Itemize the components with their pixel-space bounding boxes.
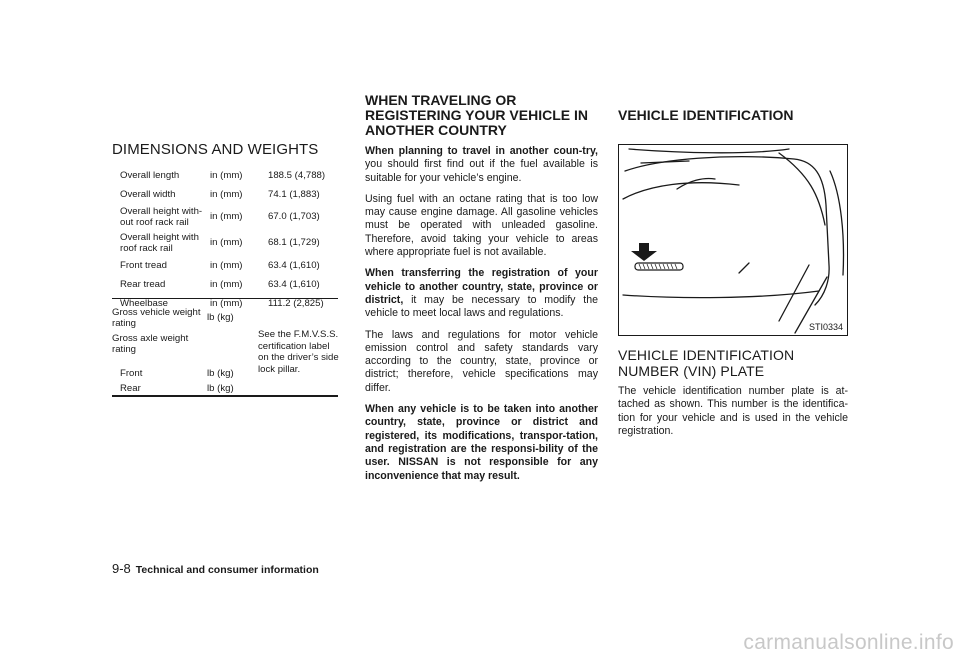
table-row [120,275,325,294]
dimension-name: Rear tread [120,278,166,290]
paragraph [365,403,598,483]
dimension-value: 111.2 (2,825) [268,297,324,309]
table-row [120,230,325,256]
table-row [112,305,340,331]
table-row [120,185,325,204]
travel-body [365,145,598,483]
weight-name: Gross vehicle weight rating [112,306,201,329]
dimension-value: 63.4 (1,610) [268,259,320,271]
weight-name: Rear [120,383,141,395]
page-footer [112,561,319,576]
dimension-name: Overall width [120,188,176,200]
paragraph: Using fuel with an octane rating that is too low may cause engine damage. All gasoline vehicles must be operated with unleaded gasoline. Therefore, avoid taking your vehicle to areas where appropriate fuel is not available. [365,192,598,259]
paragraph-text: you should first find out if the fuel available is suitable for your vehicle’s engine. [365,158,598,184]
weight-name: Gross axle weight rating [112,332,189,355]
dimension-name: Wheelbase [120,297,168,309]
vin-plate-illustration [619,145,848,336]
paragraph-bold-lead: When planning to travel in another coun-try, [365,145,598,157]
table-bottom-rule [112,395,338,397]
travel-heading: WHEN TRAVELING OR REGISTERING YOUR VEHICLE IN ANOTHER COUNTRY [365,92,588,138]
dimension-value: 188.5 (4,788) [268,169,326,181]
down-arrow-icon [631,243,657,261]
dimension-unit: in (mm) [210,211,243,223]
dimension-value: 68.1 (1,729) [268,237,320,249]
dimension-unit: in (mm) [210,237,243,249]
table-row [120,256,325,275]
paragraph-bold-lead: When transferring the registration of your vehicle to another country, state, province or district, [365,267,598,306]
paragraph [365,267,598,320]
dimension-unit: in (mm) [210,297,243,309]
watermark: carmanualsonline.info [743,631,954,654]
dimensions-table-wrap [112,166,344,313]
weights-table [112,305,340,399]
dimension-unit: in (mm) [210,169,243,181]
paragraph-bold: When any vehicle is to be taken into another country, state, province or district and registered, its modifications, transpor-tation, and registration are the responsi-bility of the user. NISSAN is not responsible for any inconvenience that may result. [365,403,598,482]
dimension-name: Front tread [120,259,167,271]
dimensions-heading: DIMENSIONS AND WEIGHTS [112,141,319,158]
weight-unit [207,331,258,357]
dimension-name: Overall length [120,169,180,181]
paragraph: The laws and regulations for motor vehicle emission control and safety standards vary according to the country, state, province or district; therefore, vehicle specifications may differ. [365,328,598,394]
dimension-unit: in (mm) [210,278,243,290]
section-name: Technical and consumer information [135,564,319,576]
dimensions-table [120,166,325,313]
table-divider [112,298,338,299]
vin-plate-body: The vehicle identification number plate is at-tached as shown. This number is the identifica-tion for your vehicle and is used in the vehicle registration. [618,385,848,437]
table-row [120,166,325,185]
vin-plate-subheading: VEHICLE IDENTIFICATION NUMBER (VIN) PLATE [618,347,795,379]
paragraph [365,145,598,185]
page-number: 9-8 [112,561,131,576]
dimension-name: Overall height with roof rack rail [120,231,199,254]
dimension-unit: in (mm) [210,188,243,200]
dimension-value: 63.4 (1,610) [268,278,320,290]
weight-unit: lb (kg) [207,383,234,395]
weights-note: See the F.M.V.S.S. certification label on the driver’s side lock pillar. [258,329,339,375]
paragraph-text: it may be necessary to modify the vehicle to meet local laws and regulations. [365,293,598,320]
vehicle-id-heading: VEHICLE IDENTIFICATION [618,107,794,123]
dimension-value: 74.1 (1,883) [268,188,320,200]
dimension-value: 67.0 (1,703) [268,211,320,223]
weight-unit: lb (kg) [207,312,234,324]
weights-table-wrap [112,305,344,399]
dimension-unit: in (mm) [210,259,243,271]
figure-code: STI0334 [808,322,843,332]
dimension-name: Overall height with-out roof rack rail [120,205,203,228]
weight-name: Front [120,367,143,379]
table-row [120,204,325,230]
vin-figure [618,144,848,336]
weight-unit: lb (kg) [207,367,234,379]
